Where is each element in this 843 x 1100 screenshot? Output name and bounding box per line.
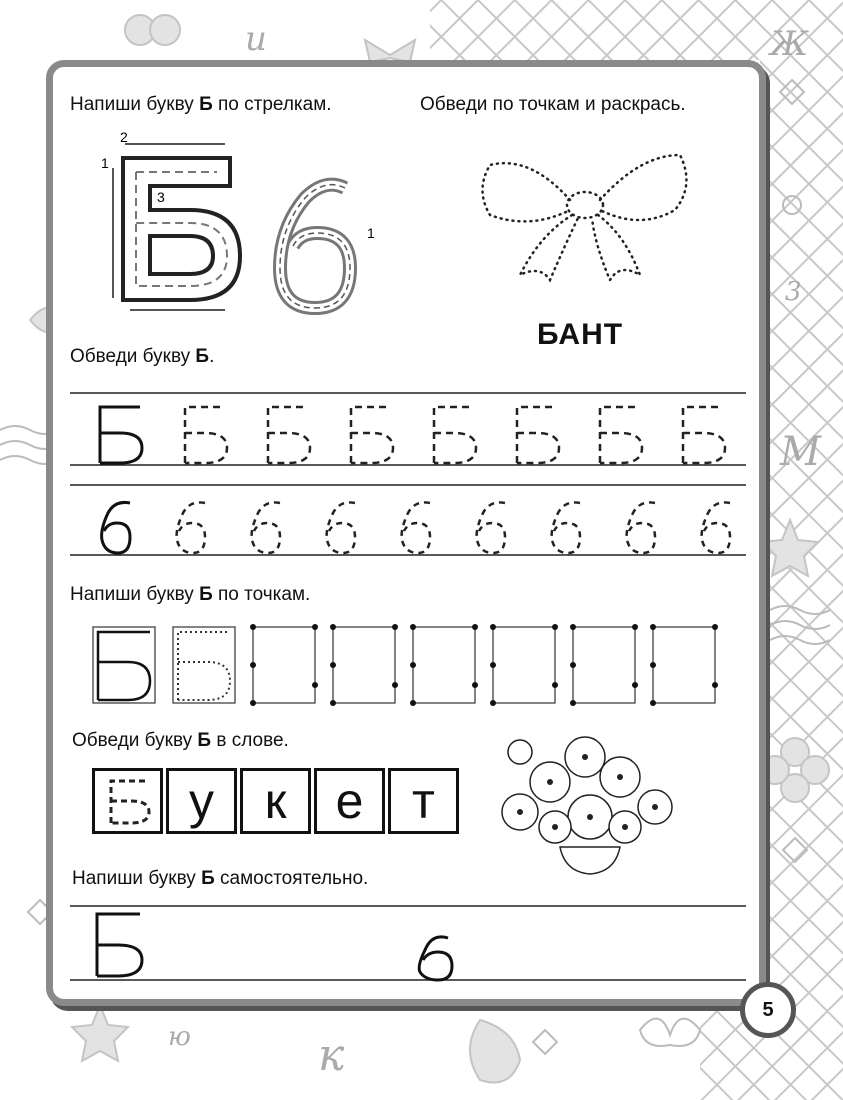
- instruction-independent: Напиши букву Б самостоятельно.: [72, 868, 369, 889]
- decor-letter-m: М: [780, 429, 821, 475]
- bow-icon: [470, 135, 700, 295]
- arrow-number: 3: [157, 189, 165, 205]
- word-cell-b: [92, 768, 163, 834]
- arrow-number: 2: [120, 129, 128, 145]
- letter-b-arrow-guide: [95, 128, 395, 328]
- decor-letter-zh: Ж: [770, 24, 809, 64]
- decor-letter-yu: ю: [168, 1022, 191, 1052]
- tracing-lines: [70, 385, 750, 570]
- instruction-word: Обведи букву Б в слове.: [72, 730, 289, 751]
- dot-grid-boxes: [88, 622, 728, 708]
- word-cell-k: к: [240, 768, 311, 834]
- arrow-number: 1: [101, 155, 109, 171]
- dashed-letter-b: [103, 775, 153, 827]
- instruction-arrows: Напиши букву Б по стрелкам.: [70, 94, 332, 115]
- word-bant: БАНТ: [537, 318, 624, 351]
- instruction-trace-letter: Обведи букву Б.: [70, 346, 215, 367]
- decor-letter-k: к: [318, 1030, 345, 1081]
- free-writing-lines: [70, 900, 750, 990]
- word-cell-u: у: [166, 768, 237, 834]
- flower-bouquet-icon: [480, 722, 690, 882]
- decor-letter-i: и: [245, 19, 267, 59]
- decor-letter-3: 3: [785, 277, 802, 307]
- instruction-dots: Напиши букву Б по точкам.: [70, 584, 311, 605]
- arrow-number: 1: [367, 225, 375, 241]
- word-cell-e: е: [314, 768, 385, 834]
- page-number: 5: [740, 982, 796, 1038]
- instruction-trace-color: Обведи по точкам и раскрась.: [420, 94, 686, 115]
- word-cell-t: т: [388, 768, 459, 834]
